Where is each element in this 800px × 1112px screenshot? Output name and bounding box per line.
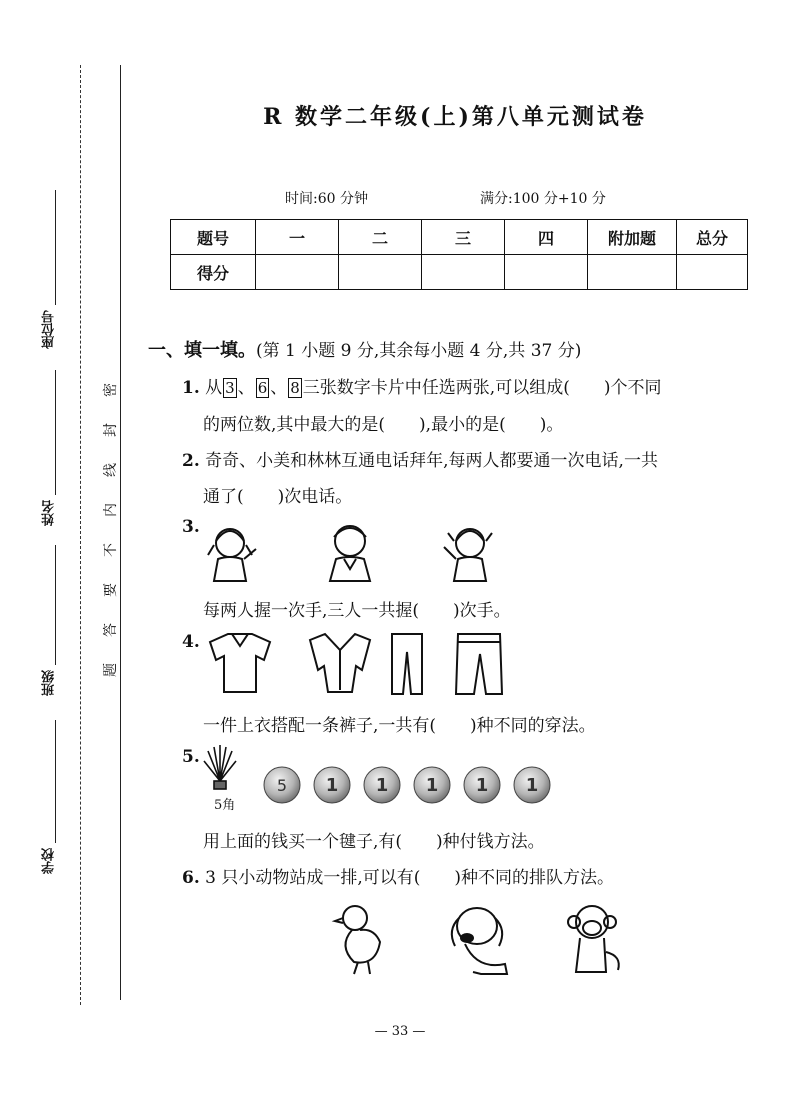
full-score-info: 满分:100 分+10 分 — [480, 191, 606, 207]
question-number: 4. — [182, 632, 200, 652]
question-text: 从 — [205, 378, 223, 398]
seal-char: 线 — [103, 463, 119, 477]
digit-card: 3 — [225, 379, 235, 397]
header-cell: 一 — [256, 220, 339, 255]
animals-illustration — [330, 900, 630, 980]
question-3-number — [182, 517, 200, 537]
shirt-icon — [210, 634, 270, 692]
score-table-header-row — [171, 220, 748, 255]
header-cell: 总分 — [677, 220, 748, 255]
question-text: 3 只小动物站成一排,可以有( )种不同的排队方法。 — [205, 868, 615, 888]
header-cell: 四 — [505, 220, 588, 255]
class-line — [55, 545, 56, 665]
score-table-score-row — [171, 255, 748, 290]
svg-text:1: 1 — [375, 775, 389, 796]
coin-1yuan-icon — [464, 767, 500, 803]
separator: 、 — [237, 378, 255, 398]
question-number: 5. — [182, 747, 200, 767]
score-cell[interactable] — [339, 255, 422, 290]
digit-card: 6 — [257, 379, 268, 397]
seal-char: 密 — [103, 383, 119, 397]
header-cell: 附加题 — [588, 220, 677, 255]
question-number: 3. — [182, 517, 200, 537]
row-label-cell: 得分 — [171, 255, 256, 290]
question-5-number — [182, 747, 200, 767]
score-cell[interactable] — [588, 255, 677, 290]
seal-char: 题 — [103, 663, 119, 677]
seal-char: 封 — [103, 423, 119, 437]
coin-1yuan-icon — [364, 767, 400, 803]
question-2-line-2: 通了( )次电话。 — [203, 487, 353, 507]
svg-text:5: 5 — [276, 776, 288, 795]
question-5-text: 用上面的钱买一个毽子,有( )种付钱方法。 — [203, 832, 545, 852]
page-number: — 33 — — [374, 1024, 426, 1039]
seal-char: 不 — [103, 543, 119, 557]
time-info: 时间:60 分钟 — [285, 191, 368, 207]
section-1-label: 一、填一填。 — [148, 340, 256, 361]
header-cell: 题号 — [171, 220, 256, 255]
coin-5jiao-icon — [264, 767, 300, 803]
school-label: 学校 — [42, 848, 57, 874]
three-kids-illustration — [200, 515, 560, 585]
girl-figure — [444, 529, 492, 581]
page-title: R 数学二年级(上)第八单元测试卷 — [263, 104, 647, 130]
coin-1yuan-icon — [414, 767, 450, 803]
svg-text:1: 1 — [525, 775, 539, 796]
name-label: 姓名 — [42, 500, 57, 526]
seat-number-label: 座位号 — [42, 310, 57, 349]
shuttlecock-price: 5角 — [214, 798, 236, 813]
seat-number-line — [55, 190, 56, 305]
section-1-note: (第 1 小题 9 分,其余每小题 4 分,共 37 分) — [256, 341, 582, 361]
digit-card: 8 — [290, 379, 300, 397]
jacket-icon — [310, 634, 370, 692]
seal-char: 内 — [103, 503, 119, 517]
svg-text:1: 1 — [325, 775, 339, 796]
question-text: 奇奇、小美和林林互通电话拜年,每两人都要通一次电话,一共 — [205, 451, 658, 471]
section-1-heading — [148, 336, 581, 362]
question-3-text: 每两人握一次手,三人一共握( )次手。 — [203, 601, 511, 621]
svg-text:1: 1 — [425, 775, 439, 796]
question-6-line — [182, 863, 614, 888]
binding-solid-line — [120, 65, 121, 1000]
score-cell[interactable] — [422, 255, 505, 290]
coins-illustration — [262, 765, 552, 805]
shuttlecock-icon — [200, 743, 240, 791]
header-cell: 二 — [339, 220, 422, 255]
question-1-line-2: 的两位数,其中最大的是( ),最小的是( )。 — [203, 415, 564, 435]
score-cell[interactable] — [505, 255, 588, 290]
boy-figure — [330, 526, 370, 581]
school-line — [55, 720, 56, 843]
name-line — [55, 370, 56, 495]
seal-char: 答 — [103, 623, 119, 637]
question-number: 6. — [182, 868, 200, 888]
question-1-line-1 — [182, 373, 661, 398]
coin-1yuan-icon — [514, 767, 550, 803]
score-cell[interactable] — [256, 255, 339, 290]
jeans-icon — [456, 634, 502, 694]
question-text: 三张数字卡片中任选两张,可以组成( )个不同 — [302, 378, 662, 398]
header-cell: 三 — [422, 220, 505, 255]
question-number: 1. — [182, 378, 200, 398]
monkey-icon — [568, 906, 619, 972]
score-table — [170, 219, 748, 290]
svg-text:1: 1 — [475, 775, 489, 796]
dog-icon — [452, 908, 507, 974]
question-4-text: 一件上衣搭配一条裤子,一共有( )种不同的穿法。 — [203, 716, 596, 736]
girl-figure — [208, 529, 256, 581]
score-cell[interactable] — [677, 255, 748, 290]
question-2-line-1 — [182, 446, 658, 471]
clothes-illustration — [200, 630, 510, 698]
binding-dashed-line — [80, 65, 81, 1005]
separator: 、 — [270, 378, 288, 398]
question-4-number — [182, 632, 200, 652]
class-label: 班级 — [42, 670, 57, 696]
trousers-icon — [392, 634, 422, 694]
chick-icon — [335, 906, 380, 974]
seal-char: 要 — [103, 583, 119, 597]
seal-notice — [100, 380, 120, 680]
question-number: 2. — [182, 451, 200, 471]
coin-1yuan-icon — [314, 767, 350, 803]
